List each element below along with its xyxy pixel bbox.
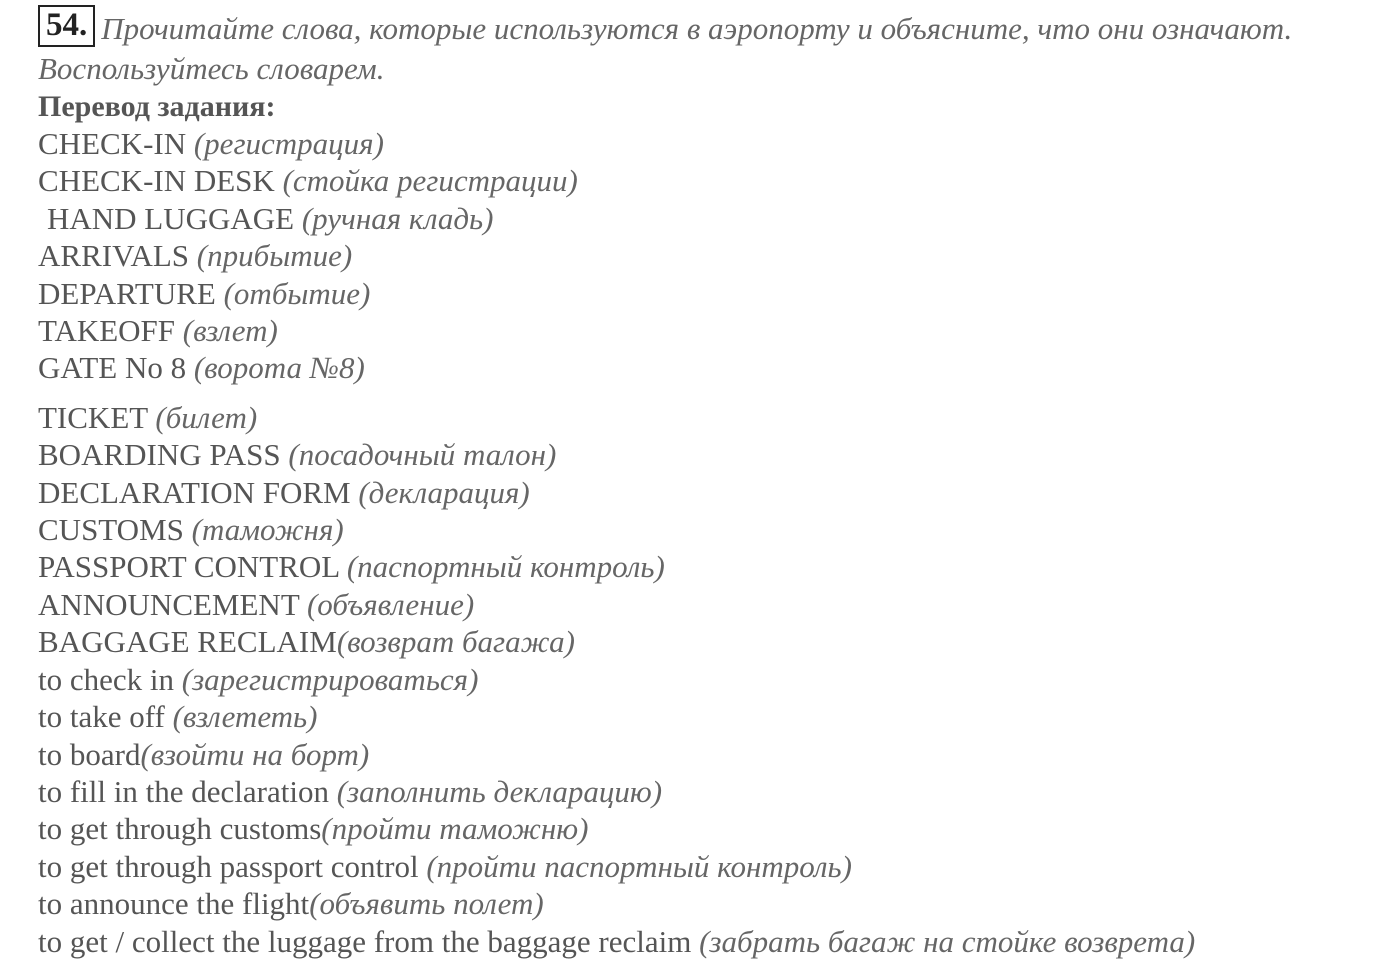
vocab-term: to get through passport control [38,848,427,884]
vocab-item [38,275,1378,312]
vocab-meaning: (взойти на борт) [140,736,370,772]
task-number-dot: . [79,7,88,43]
vocab-meaning: (зарегистрироваться) [181,661,479,697]
task-number-box [38,5,95,47]
vocab-meaning: (пройти таможню) [321,811,589,847]
vocab-term: CUSTOMS [38,512,192,548]
vocab-meaning: (объявить полет) [309,886,544,922]
vocab-item [38,810,1378,847]
vocab-meaning: (таможня) [191,512,344,548]
vocab-term: BAGGAGE RECLAIM [38,624,337,660]
vocab-term: CHECK-IN [38,126,194,161]
vocab-item [38,736,1378,773]
vocab-term: TICKET [38,399,156,435]
vocab-term: to check in [38,661,182,697]
vocab-meaning: (билет) [155,399,258,435]
vocab-meaning: (взлет) [182,313,278,349]
vocab-meaning: (посадочный талон) [288,437,557,473]
translation-heading: Перевод задания: [38,90,276,123]
vocab-meaning: (забрать багаж на стойке возврета) [699,923,1196,959]
vocab-item [38,885,1378,922]
task-number: 54 [46,7,79,43]
vocab-meaning: (возврат багажа) [336,624,575,660]
vocab-item [38,773,1378,810]
vocab-term: DECLARATION FORM [38,474,359,510]
vocab-meaning: (взлететь) [172,699,318,735]
vocab-item [38,923,1378,960]
vocab-item [38,548,1378,585]
vocab-item [38,125,1378,162]
vocab-item [38,399,1378,436]
vocab-term: to take off [38,699,173,735]
vocab-item [38,349,1378,386]
vocab-term: to board [38,736,141,772]
vocab-item [38,623,1378,660]
vocab-meaning: (паспортный контроль) [346,549,665,585]
vocab-meaning: (регистрация) [193,126,384,161]
vocab-term: DEPARTURE [38,275,224,311]
vocab-meaning: (заполнить декларацию) [336,773,663,809]
vocab-term: TAKEOFF [38,313,183,349]
vocab-meaning: (отбытие) [223,275,371,311]
vocab-item [38,661,1378,698]
vocabulary-list [38,125,1378,960]
vocab-term: PASSPORT CONTROL [38,549,347,585]
vocab-term: BOARDING PASS [38,437,289,473]
vocab-meaning: (прибытие) [196,238,353,274]
vocab-item [38,237,1378,274]
vocab-item [38,586,1378,623]
vocab-term: ARRIVALS [38,238,197,274]
vocab-meaning: (декларация) [358,474,530,510]
task-header [38,0,1378,89]
vocab-term: to get / collect the luggage from the baggage reclaim [38,923,700,959]
vocab-meaning: (ворота №8) [193,350,365,386]
vocab-item [38,436,1378,473]
vocab-term: to announce the flight [38,886,310,922]
vocab-term: GATE No 8 [38,350,194,386]
vocab-item [38,698,1378,735]
vocab-item [38,474,1378,511]
vocab-term: CHECK-IN DESK [38,163,283,199]
vocab-term: to get through customs [38,811,322,847]
vocab-meaning: (пройти паспортный контроль) [426,848,852,884]
vocab-term: HAND LUGGAGE [47,200,302,236]
vocab-item [38,848,1378,885]
vocab-term: to fill in the declaration [38,773,337,809]
vocab-item [38,511,1378,548]
vocab-item [38,162,1378,199]
worksheet-page [38,0,1378,960]
vocab-meaning: (ручная кладь) [301,200,494,236]
vocab-meaning: (стойка регистрации) [282,163,578,199]
vocab-term: ANNOUNCEMENT [38,586,307,622]
vocab-item [38,312,1378,349]
vocab-item [38,200,1378,237]
task-instruction: Прочитайте слова, которые используются в аэропорту и объясните, что они означают. Воспользуйтесь словарем. [38,11,1293,86]
vocab-meaning: (объявление) [306,586,475,622]
